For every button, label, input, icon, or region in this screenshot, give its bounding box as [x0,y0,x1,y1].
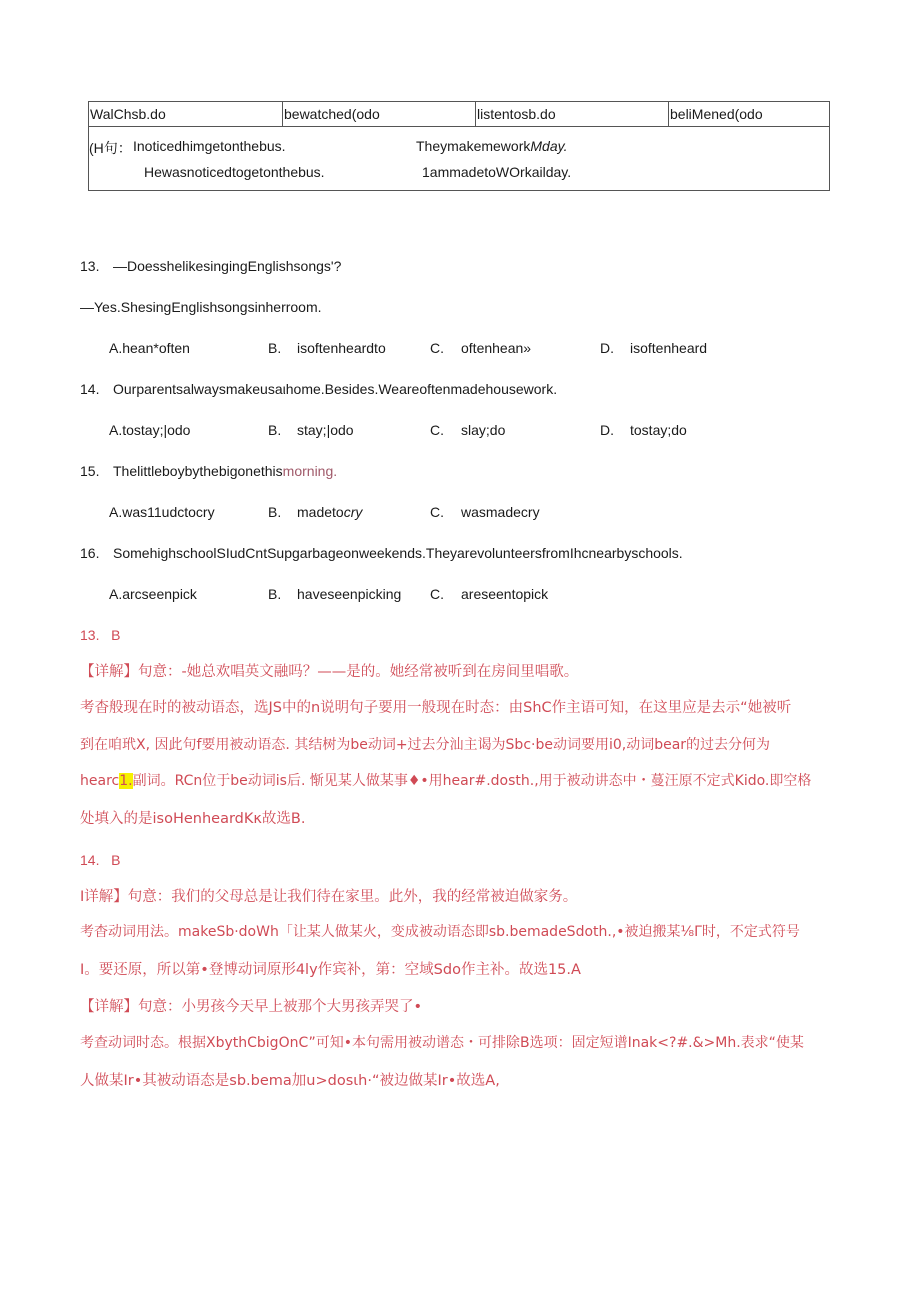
table-cell: beliMened(odo [670,106,763,122]
option-b: haveseenpicking [297,586,402,602]
option-d: tostay;do [630,422,687,438]
example-sentence: 1ammadetoWOrkailday. [422,164,572,180]
option-c: areseentopick [461,586,549,602]
option-b-letter: B. [268,340,282,356]
answer-line: I。要还原，所以第•登博动词原形4ly作宾补，第：空域Sdo作主补。故选15.A [80,962,581,978]
answer-line: 【详解】句意：小男孩今天早上被那个大男孩弄哭了• [80,999,423,1015]
option-c-letter: C. [430,422,444,438]
option-c-letter: C. [430,340,444,356]
option-c: wasmadecry [461,504,540,520]
option-c-letter: C. [430,586,444,602]
answer-line: 处填入的是isoHenheardKκ故选B. [80,811,306,827]
question-reply: —Yes.ShesingEnglishsongsinherroom. [80,299,322,315]
option-b: isoftenheardto [297,340,386,356]
table-cell: listentosb.do [476,102,669,126]
table-cell: WalChsb.do [89,102,283,126]
example-sentence: Inoticedhimgetonthebus. [133,138,286,154]
answer-line: 考杳动词用法。makeSb·doWh「让某人做某火，变成被动语态即sb.bemadeSdoth.,•被迫搬某⅛Γ时，不定式符号 [80,924,800,940]
example-label: (H句： [89,140,132,156]
option-c-letter: C. [430,504,444,520]
option-a: A.was11udctocry [109,504,215,520]
question-number: 16. [80,545,100,561]
question-number: 15. [80,463,100,479]
highlight-mark: 1. [119,773,133,789]
answer-line: 考查动词时态。根据XbythCbigOnC”可知•本句需用被动谱态・可排除B选项：固定短谱Inak<?#.&>Mh.表求“使某 [80,1035,804,1051]
option-c: oftenhean» [461,340,532,356]
option-b-letter: B. [268,422,282,438]
answer-line: hearc1.副词。RCn位于be动词is后. 惭见某人做某事♦•用hear#.dosth.,用于被动讲态中・蔓汪原不定式Kido.即空格 [80,773,812,789]
option-d-letter: D. [600,422,614,438]
answer-label: 13. B [80,627,121,643]
reference-table [88,101,830,191]
answer-line: 考杳般现在时的被动语态，选JS中的n说明句子要用一般现在时态：由ShC作主语可知，在这里应是去示“她被听 [80,700,792,716]
option-a: A.tostay;|odo [109,422,191,438]
question-number: 13. [80,258,100,274]
answer-line: 【详解】句意：-她总欢唱英文融吗？——是的。她经常被听到在房间里唱歌。 [80,664,579,680]
option-b-letter: B. [268,586,282,602]
answer-line: 人做某Ir•其被动语态是sb.bema加u>dosιh·“被边做某Ir•故选A, [80,1073,500,1089]
option-d: isoftenheard [630,340,708,356]
table-cell: bewatched(odo [283,102,476,126]
table-header-row [89,102,829,127]
example-sentence: TheymakemeworkMday. [416,138,568,154]
question-number: 14. [80,381,100,397]
answer-label: 14. B [80,852,121,868]
option-b-letter: B. [268,504,282,520]
option-a: A.arcseenpick [109,586,197,602]
question-stem: SomehighschoolSIudCntSupgarbageonweekends.TheyarevolunteersfromIhcnearbyschools. [113,545,683,561]
option-b: madetocry [297,504,363,520]
option-d-letter: D. [600,340,614,356]
option-a: A.hean*often [109,340,190,356]
question-stem: —DoesshelikesingingEnglishsongs'? [113,258,342,274]
example-sentence: Hewasnoticedtogetonthebus. [144,164,325,180]
question-stem: Thelittleboybythebigonethismorning. [113,463,338,479]
answer-line: I详解】句意：我们的父母总是让我们待在家里。此外，我的经常被迫做家务。 [80,889,578,905]
answer-line: 到在咱玳X, 因此句f要用被动语态. 其结树为be动词+过去分汕主谒为Sbc·be动词要用i0,动词bear的过去分何为 [80,737,771,753]
option-c: slay;do [461,422,506,438]
option-b: stay;|odo [297,422,354,438]
question-stem: Ourparentsalwaysmakeusaιhome.Besides.Weareoftenmadehousework. [113,381,558,397]
